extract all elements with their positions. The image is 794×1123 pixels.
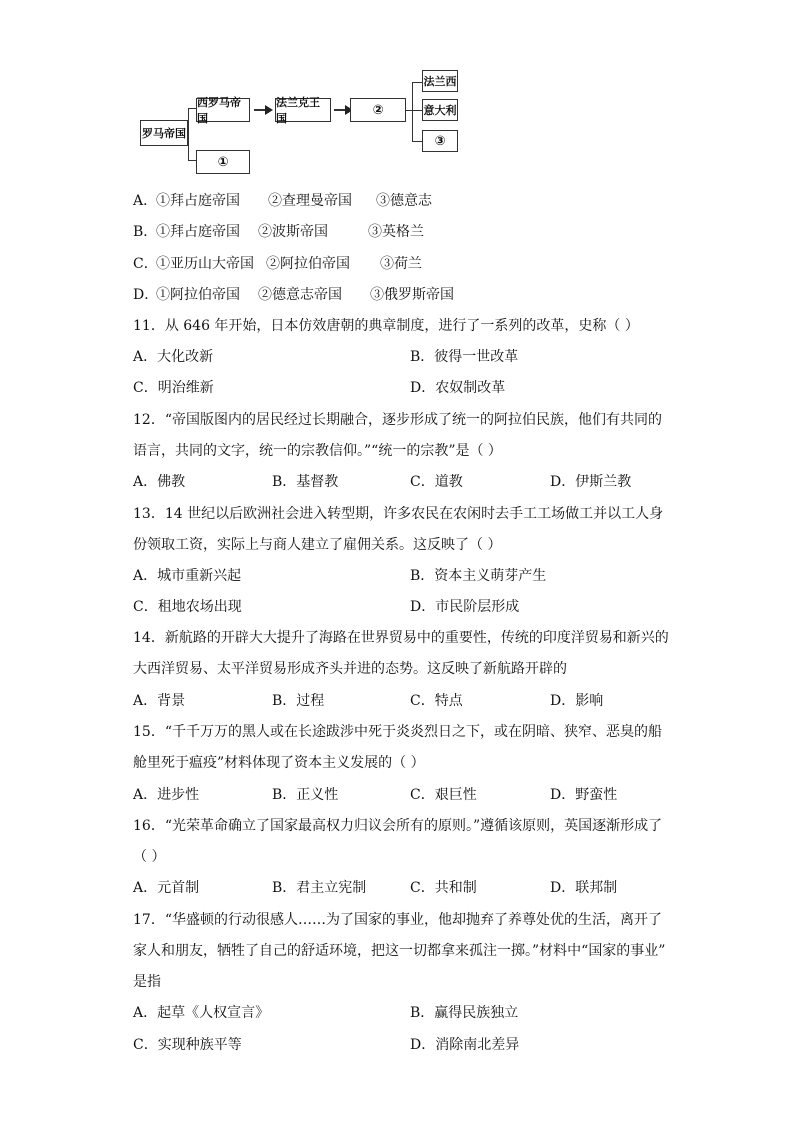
q10-option-b-1: ①拜占庭帝国 xyxy=(156,224,240,240)
q12-option-c: C．道教 xyxy=(410,474,463,490)
q16-option-a: A．元首制 xyxy=(133,880,200,896)
q10-option-b-label: B． xyxy=(133,224,158,240)
q15-option-b: B．正义性 xyxy=(272,787,339,803)
q17-option-c: C．实现种族平等 xyxy=(133,1037,242,1053)
q14-option-c: C．特点 xyxy=(410,693,463,709)
bracket-vertical xyxy=(188,108,189,160)
bracket-bottom xyxy=(188,160,196,161)
q10-option-a-3: ③德意志 xyxy=(376,193,432,209)
q11-option-d: D．农奴制改革 xyxy=(410,380,506,396)
q13-option-b: B．资本主义萌芽产生 xyxy=(410,568,547,584)
q13-stem-line2: 份领取工资，实际上与商人建立了雇佣关系。这反映了（ ） xyxy=(133,537,502,553)
q17-option-a: A．起草《人权宣言》 xyxy=(133,1005,270,1021)
q15-option-a: A．进步性 xyxy=(133,787,200,803)
box-italy: 意大利 xyxy=(422,99,458,121)
q11-option-a: A．大化改新 xyxy=(133,349,214,365)
box-blank-1: ① xyxy=(196,150,250,174)
right-bracket-bottom xyxy=(412,141,422,142)
q10-option-a-label: A． xyxy=(133,193,158,209)
q16-option-c: C．共和制 xyxy=(410,880,477,896)
box-blank-2: ② xyxy=(350,98,406,122)
q12-option-b: B．基督教 xyxy=(272,474,339,490)
q14-stem-line2: 大西洋贸易、太平洋贸易形成齐头并进的态势。这反映了新航路开辟的 xyxy=(133,661,567,677)
q11-option-b: B．彼得一世改革 xyxy=(410,349,519,365)
right-bracket-top xyxy=(412,82,422,83)
q14-option-d: D．影响 xyxy=(550,693,604,709)
q13-option-a: A．城市重新兴起 xyxy=(133,568,242,584)
q17-stem-line1: 17．“华盛顿的行动很感人……为了国家的事业，他却抛弃了养尊处优的生活，离开了 xyxy=(133,912,662,928)
q17-option-d: D．消除南北差异 xyxy=(410,1037,520,1053)
q10-option-d-label: D． xyxy=(133,287,159,303)
q10-option-d-1: ①阿拉伯帝国 xyxy=(156,287,240,303)
bracket-top xyxy=(188,108,196,109)
right-bracket-mid xyxy=(412,110,422,111)
box-france: 法兰西 xyxy=(422,70,458,92)
q17-option-b: B．赢得民族独立 xyxy=(410,1005,519,1021)
q11-stem: 11．从 646 年开始，日本仿效唐朝的典章制度，进行了一系列的改革，史称（ ） xyxy=(133,318,639,334)
q14-stem-line1: 14．新航路的开辟大大提升了海路在世界贸易中的重要性，传统的印度洋贸易和新兴的 xyxy=(133,630,669,646)
q12-stem-line2: 语言，共同的文字，统一的宗教信仰。”“统一的宗教”是（ ） xyxy=(133,443,502,459)
box-western-roman-empire: 西罗马帝国 xyxy=(196,98,250,122)
q14-option-b: B．过程 xyxy=(272,693,325,709)
q14-option-a: A．背景 xyxy=(133,693,186,709)
q11-option-c: C．明治维新 xyxy=(133,380,214,396)
q17-stem-line2: 家人和朋友，牺牲了自己的舒适环境，把这一切都拿来孤注一掷。”材料中“国家的事业” xyxy=(133,943,666,959)
q16-stem-line1: 16．“光荣革命确立了国家最高权力归议会所有的原则。”遵循该原则，英国逐渐形成了 xyxy=(133,818,663,834)
arrow-head-1 xyxy=(265,105,273,115)
q16-option-b: B．君主立宪制 xyxy=(272,880,367,896)
q10-option-a-2: ②查理曼帝国 xyxy=(268,193,352,209)
q10-option-c-1: ①亚历山大帝国 xyxy=(156,256,254,272)
q12-stem-line1: 12．“帝国版图内的居民经过长期融合，逐步形成了统一的阿拉伯民族，他们有共同的 xyxy=(133,412,662,428)
q15-option-c: C．艰巨性 xyxy=(410,787,477,803)
right-bracket-vertical xyxy=(412,82,413,142)
q10-option-c-3: ③荷兰 xyxy=(380,256,422,272)
box-blank-3: ③ xyxy=(422,130,458,152)
q15-stem-line1: 15．“千千万万的黑人或在长途跋涉中死于炎炎烈日之下，或在阴暗、狭窄、恶臭的船 xyxy=(133,724,662,740)
box-roman-empire: 罗马帝国 xyxy=(140,120,188,146)
q10-option-a-1: ①拜占庭帝国 xyxy=(156,193,240,209)
q10-option-b-2: ②波斯帝国 xyxy=(258,224,328,240)
q15-stem-line2: 舱里死于瘟疫”材料体现了资本主义发展的（ ） xyxy=(133,755,425,771)
q10-option-c-label: C． xyxy=(133,256,158,272)
q10-option-c-2: ②阿拉伯帝国 xyxy=(266,256,350,272)
q16-option-d: D．联邦制 xyxy=(550,880,618,896)
q17-stem-line3: 是指 xyxy=(133,974,161,990)
q13-option-c: C．租地农场出现 xyxy=(133,599,242,615)
q12-option-a: A．佛教 xyxy=(133,474,186,490)
q10-option-d-2: ②德意志帝国 xyxy=(258,287,342,303)
q13-stem-line1: 13．14 世纪以后欧洲社会进入转型期，许多农民在农闲时去手工工场做工并以工人身 xyxy=(133,506,664,522)
q15-option-d: D．野蛮性 xyxy=(550,787,618,803)
history-flow-diagram xyxy=(0,0,794,190)
q12-option-d: D．伊斯兰教 xyxy=(550,474,632,490)
q10-option-b-3: ③英格兰 xyxy=(368,224,424,240)
q16-stem-line2: （ ） xyxy=(133,849,166,865)
q10-option-d-3: ③俄罗斯帝国 xyxy=(370,287,454,303)
q13-option-d: D．市民阶层形成 xyxy=(410,599,520,615)
box-frankish-kingdom: 法兰克王国 xyxy=(275,98,331,122)
